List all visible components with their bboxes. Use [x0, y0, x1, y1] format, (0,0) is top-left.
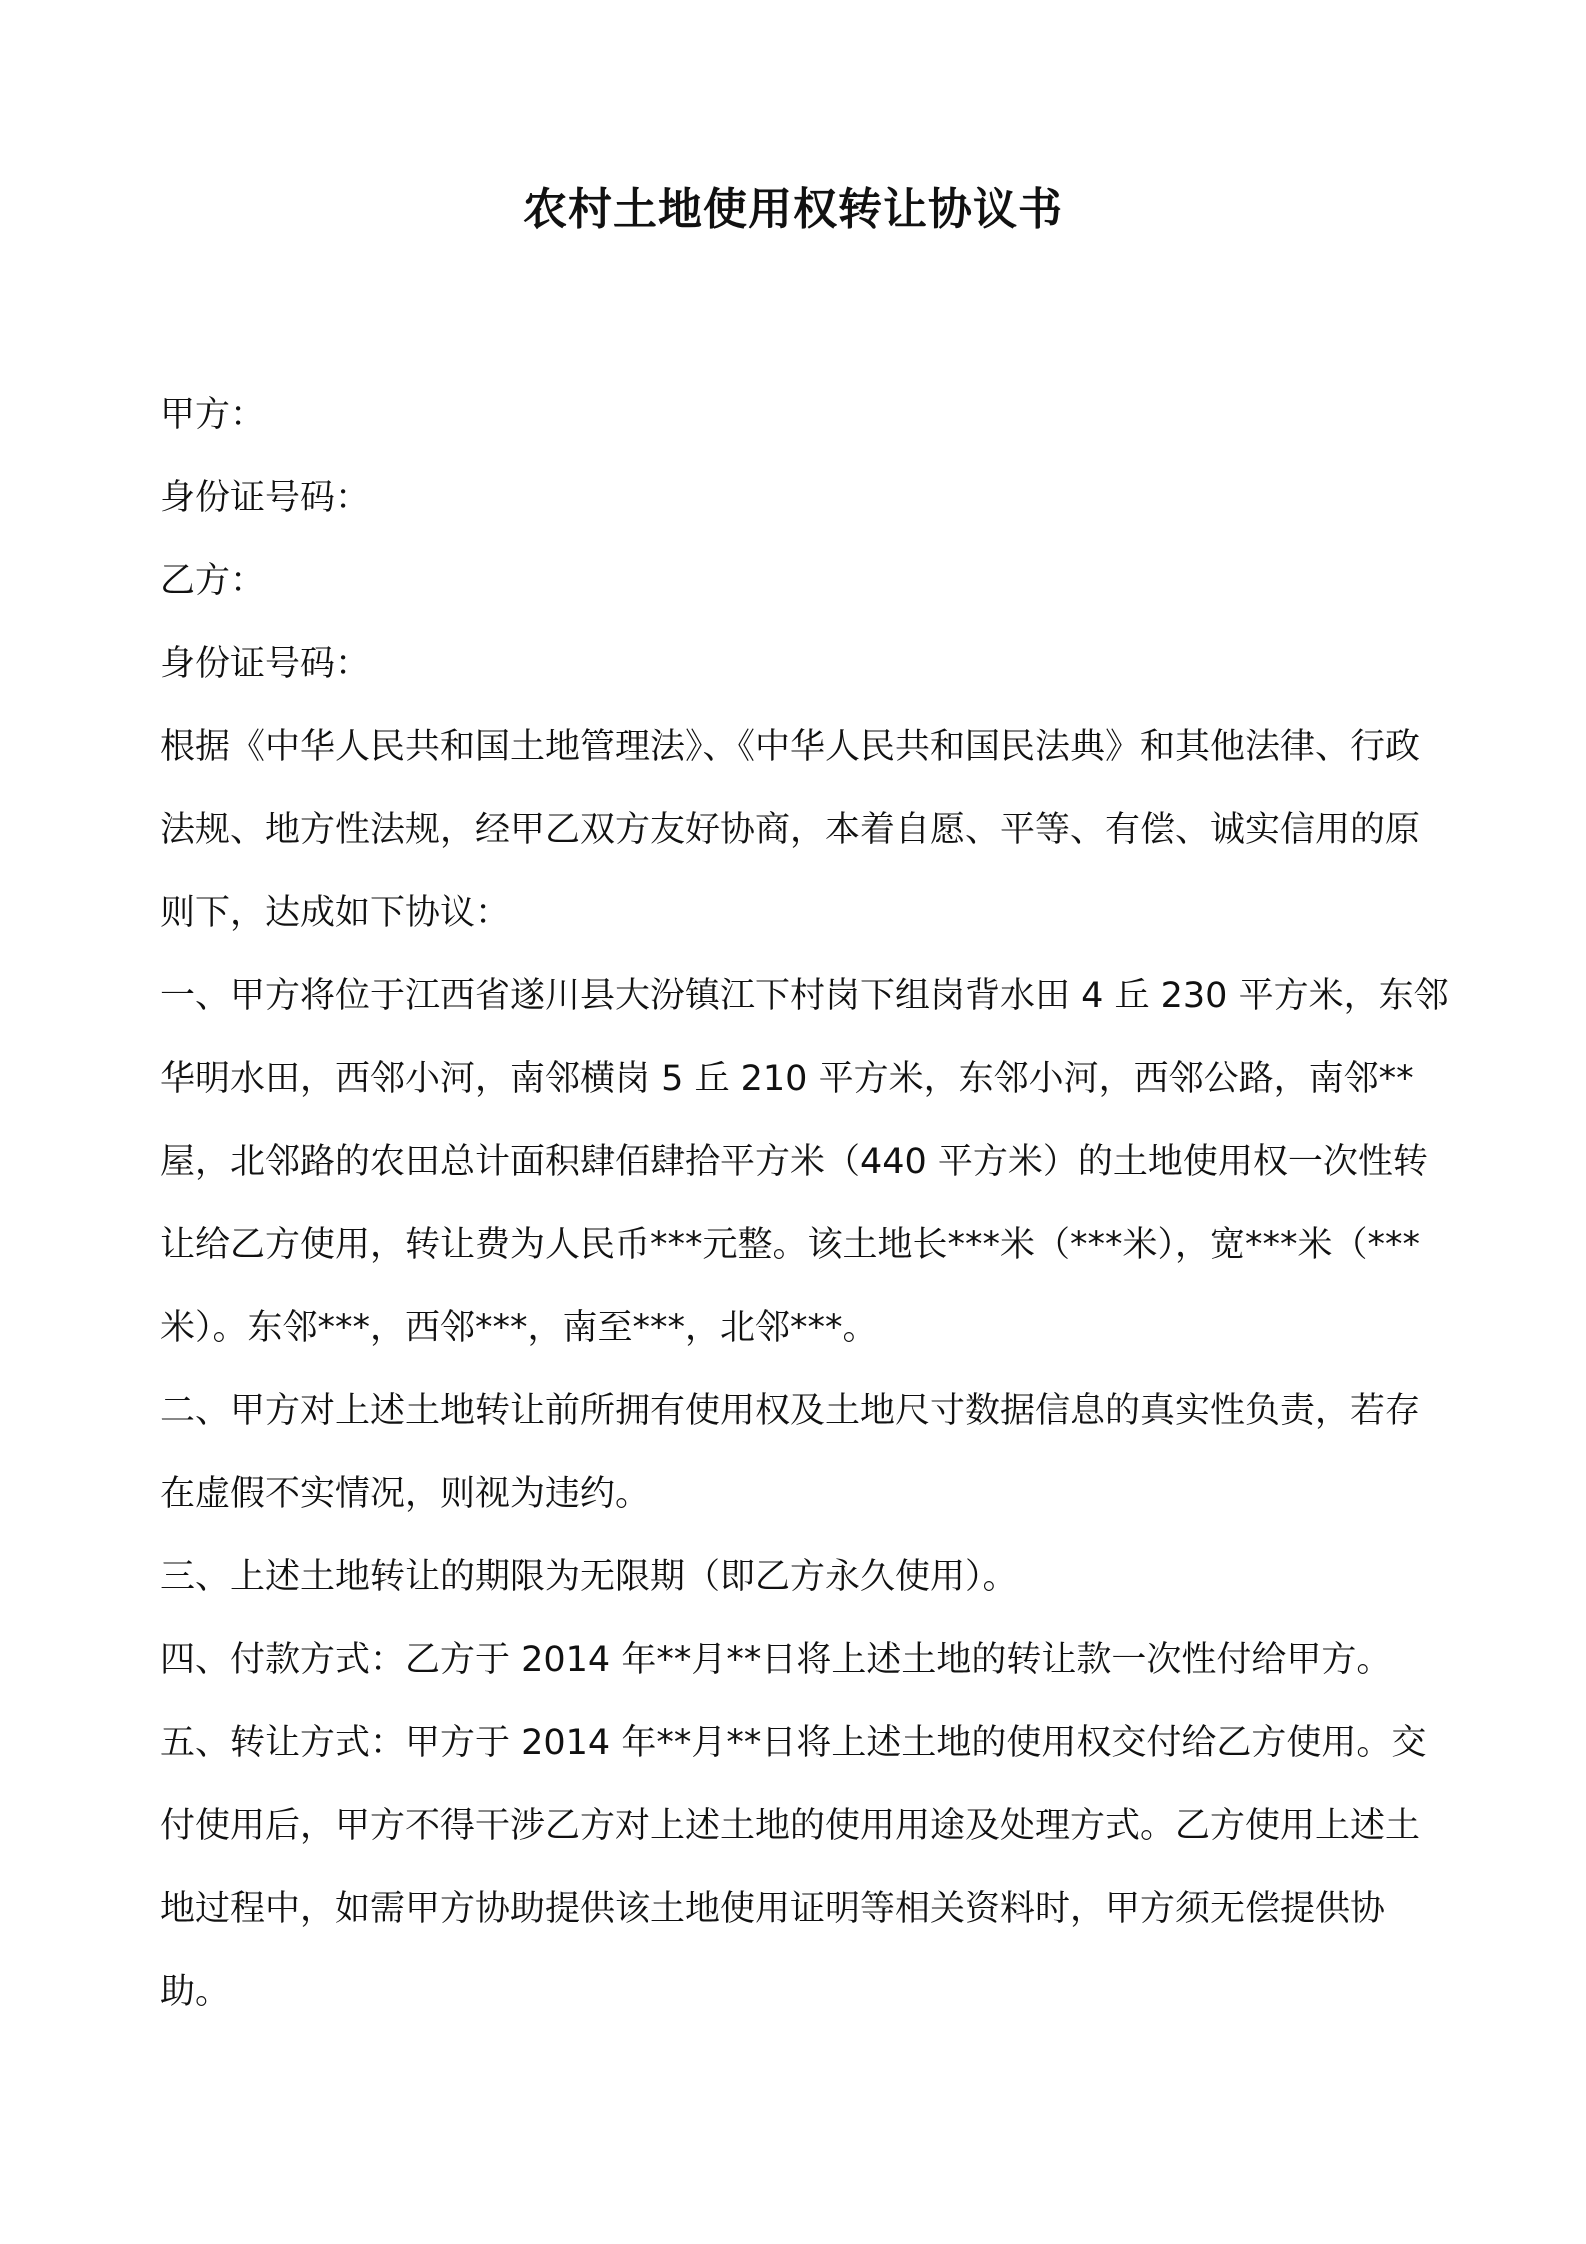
document-title: 农村土地使用权转让协议书 — [523, 184, 1063, 235]
party-b-line: 乙方： — [160, 561, 266, 601]
party-a-line: 甲方： — [160, 395, 266, 435]
party-a-id-line: 身份证号码： — [160, 478, 371, 518]
clause-3-paragraph: 三、上述土地转让的期限为无限期（即乙方永久使用）。 — [160, 1557, 1018, 1597]
clause-1-paragraph: 一、甲方将位于江西省遂川县大汾镇江下村岗下组岗背水田 4 丘 230 平方米，东邻华明水田，西邻小河，南邻横岗 5 丘 210 平方米，东邻小河，西邻公路，南邻**屋，北邻路的农田总计面积肆佰肆拾平方米（440 平方米）的土地使用权一次性转让给乙方使用，转让费为人民币***元整。该土地长***米（***米），宽***米（***米）。东邻***，西邻***，南至***，北邻***。 — [160, 976, 1449, 1348]
preamble-paragraph: 根据《中华人民共和国土地管理法》、《中华人民共和国民法典》和其他法律、行政法规、地方性法规，经甲乙双方友好协商，本着自愿、平等、有偿、诚实信用的原则下，达成如下协议： — [160, 727, 1421, 933]
document-body — [160, 374, 1450, 2034]
party-b-id-line: 身份证号码： — [160, 644, 371, 684]
clause-2-paragraph: 二、甲方对上述土地转让前所拥有使用权及土地尺寸数据信息的真实性负责，若存在虚假不实情况，则视为违约。 — [160, 1391, 1421, 1514]
clause-4-paragraph: 四、付款方式：乙方于 2014 年**月**日将上述土地的转让款一次性付给甲方。 — [160, 1640, 1392, 1680]
clause-5-paragraph: 五、转让方式：甲方于 2014 年**月**日将上述土地的使用权交付给乙方使用。交付使用后，甲方不得干涉乙方对上述土地的使用用途及处理方式。乙方使用上述土地过程中，如需甲方协助提供该土地使用证明等相关资料时，甲方须无偿提供协助。 — [160, 1723, 1427, 2012]
